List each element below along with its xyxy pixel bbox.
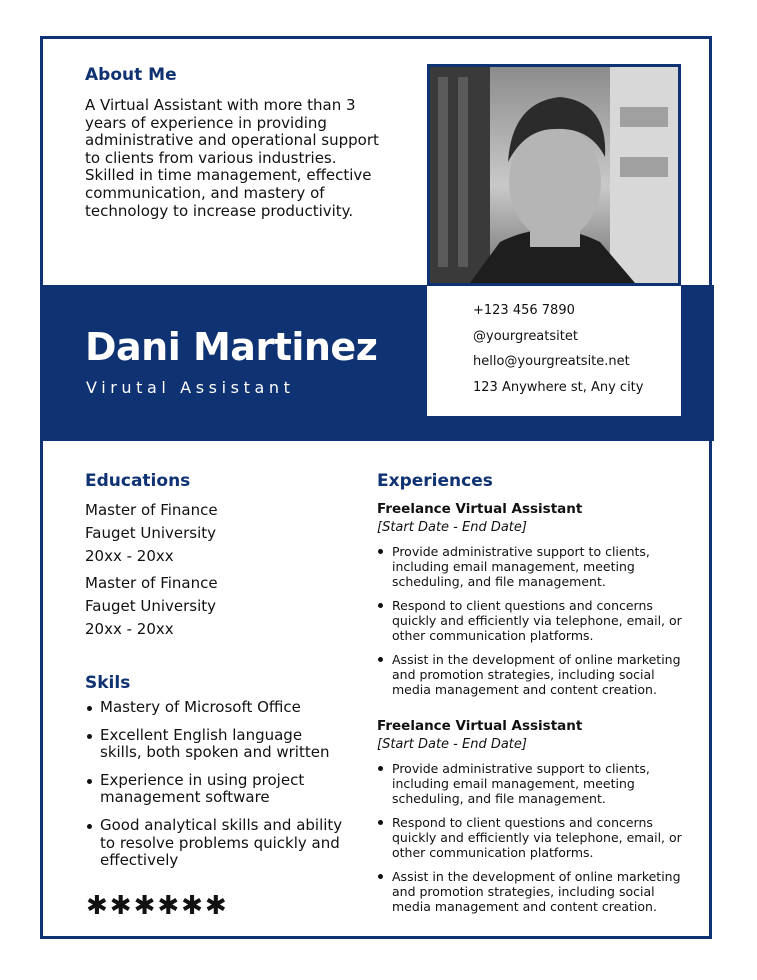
education-years: 20xx - 20xx (85, 547, 174, 565)
contact-box (427, 286, 681, 416)
experience-bullet: Assist in the development of online marketing and promotion strategies, including social media management and content creation. (377, 652, 687, 697)
skill-item: Good analytical skills and ability to resolve problems quickly and effectively (85, 817, 345, 870)
experience-bullet: Assist in the development of online marketing and promotion strategies, including social media management and content creation. (377, 869, 687, 914)
skills-heading: Skils (85, 673, 131, 693)
about-text: A Virtual Assistant with more than 3 years of experience in providing administrative and operational support to clients from various industries. Skilled in time management, effective communication, and mastery of technology to increase productivity. (85, 96, 379, 220)
skill-item: Mastery of Microsoft Office (85, 699, 345, 717)
experience-bullets (377, 761, 687, 923)
skills-list (85, 699, 345, 880)
decorative-stars: ✱✱✱✱✱✱ (86, 891, 229, 921)
experience-date: [Start Date - End Date] (377, 737, 527, 752)
experience-heading: Experiences (377, 471, 493, 491)
profile-photo (430, 67, 678, 283)
skill-item: Excellent English language skills, both spoken and written (85, 727, 345, 762)
experience-title: Freelance Virtual Assistant (377, 718, 583, 734)
person-role: Virutal Assistant (86, 378, 295, 397)
contact-email[interactable]: hello@yourgreatsite.net (473, 354, 630, 369)
about-heading: About Me (85, 65, 177, 85)
education-degree: Master of Finance (85, 574, 218, 592)
profile-photo-frame (427, 64, 681, 286)
person-portrait-icon (430, 67, 678, 283)
education-school: Fauget University (85, 597, 217, 615)
experience-title: Freelance Virtual Assistant (377, 501, 583, 517)
experience-bullet: Provide administrative support to clients, including email management, meeting scheduling, and file management. (377, 544, 687, 589)
contact-social[interactable]: @yourgreatsitet (473, 328, 578, 344)
education-degree: Master of Finance (85, 501, 218, 519)
experience-bullet: Respond to client questions and concerns quickly and efficiently via telephone, email, or other communication platforms. (377, 815, 687, 860)
contact-address: 123 Anywhere st, Any city (473, 379, 644, 395)
person-name: Dani Martinez (85, 325, 378, 369)
education-heading: Educations (85, 471, 191, 491)
experience-bullet: Respond to client questions and concerns quickly and efficiently via telephone, email, or other communication platforms. (377, 598, 687, 643)
experience-bullets (377, 544, 687, 706)
experience-bullet: Provide administrative support to clients, including email management, meeting scheduling, and file management. (377, 761, 687, 806)
contact-phone[interactable]: +123 456 7890 (473, 303, 575, 318)
experience-date: [Start Date - End Date] (377, 520, 527, 535)
education-years: 20xx - 20xx (85, 620, 174, 638)
education-school: Fauget University (85, 524, 217, 542)
skill-item: Experience in using project management software (85, 772, 345, 807)
